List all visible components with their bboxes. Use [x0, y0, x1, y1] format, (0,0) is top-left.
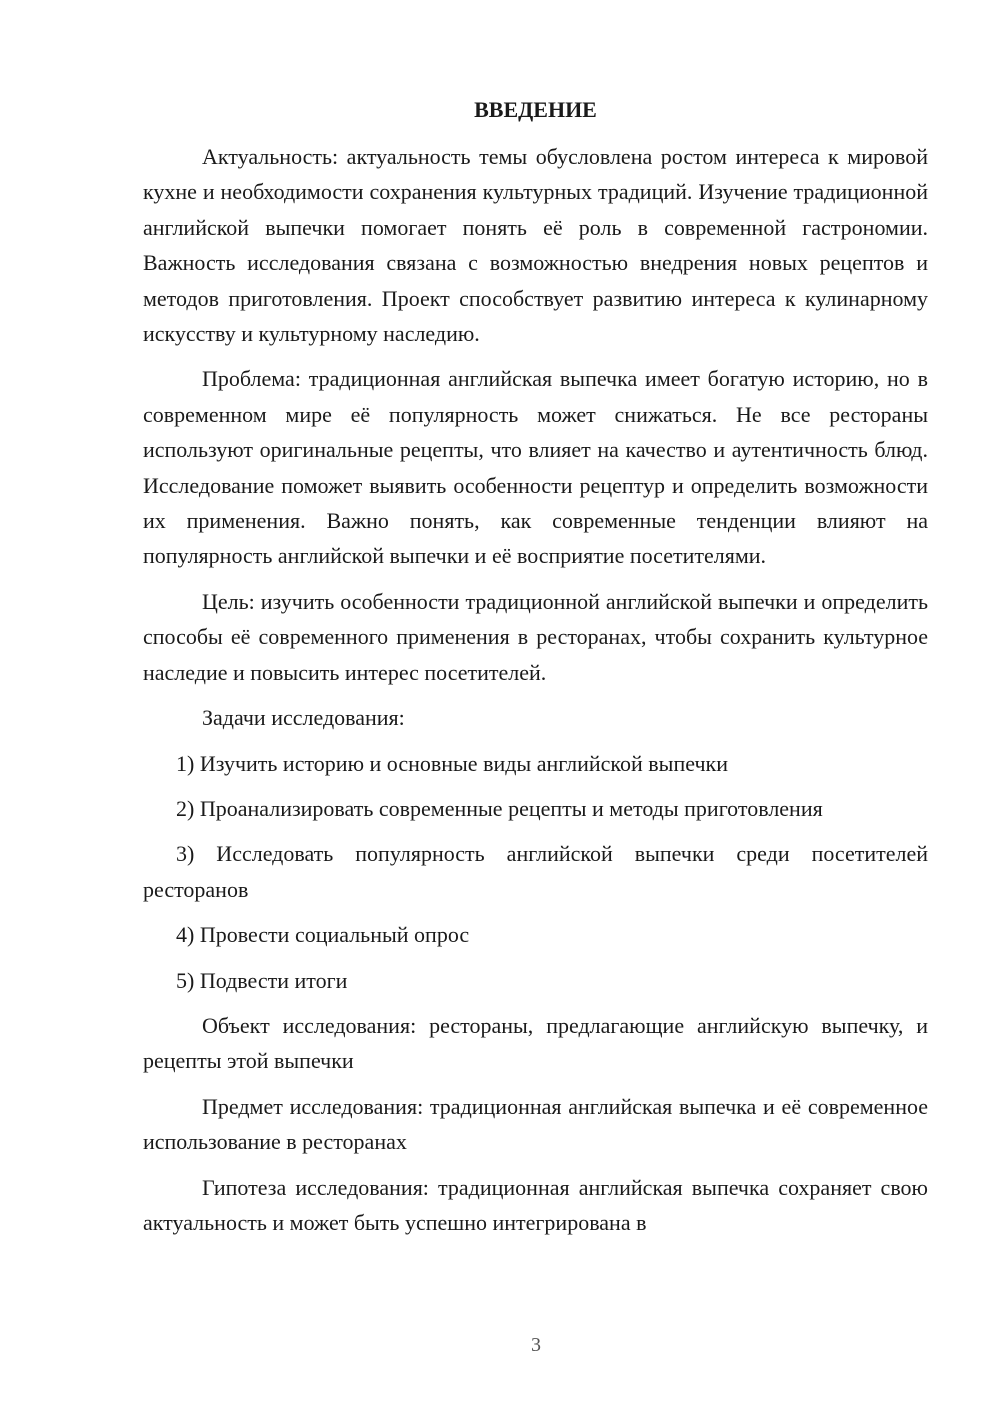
page-number: 3	[531, 1334, 541, 1356]
object-paragraph: Объект исследования: рестораны, предлагающие английскую выпечку, и рецепты этой выпечки	[143, 1012, 928, 1074]
task-item: 1) Изучить историю и основные виды английской выпечки	[176, 750, 728, 776]
task-item: 2) Проанализировать современные рецепты и методы приготовления	[176, 795, 823, 821]
relevance-paragraph: Актуальность: актуальность темы обусловлена ростом интереса к мировой кухне и необходимости сохранения культурных традиций. Изучение традиционной английской выпечки помогает понять её роль в современной гастрономии. Важность исследования связана с возможностью внедрения новых рецептов и методов приготовления. Проект способствует развитию интереса к кулинарному искусству и культурному наследию.	[143, 144, 928, 347]
task-item: 5) Подвести итоги	[176, 967, 348, 993]
page-content	[143, 95, 928, 1250]
problem-paragraph: Проблема: традиционная английская выпечка имеет богатую историю, но в современном мире её популярность может снижаться. Не все рестораны используют оригинальные рецепты, что влияет на качество и аутентичность блюд. Исследование поможет выявить особенности рецептур и определить возможности их применения. Важно понять, как современные тенденции влияют на популярность английской выпечки и её восприятие посетителями.	[143, 366, 928, 569]
hypothesis-paragraph: Гипотеза исследования: традиционная английская выпечка сохраняет свою актуальность и может быть успешно интегрирована в	[143, 1174, 928, 1235]
task-item: 4) Провести социальный опрос	[176, 922, 470, 948]
goal-paragraph: Цель: изучить особенности традиционной английской выпечки и определить способы её современного применения в ресторанах, чтобы сохранить культурное наследие и повысить интерес посетителей.	[143, 588, 928, 685]
section-heading: ВВЕДЕНИЕ	[474, 97, 597, 122]
subject-paragraph: Предмет исследования: традиционная английская выпечка и её современное использование в ресторанах	[143, 1093, 928, 1155]
task-item: 3) Исследовать популярность английской выпечки среди посетителей ресторанов	[143, 841, 928, 902]
tasks-title: Задачи исследования:	[202, 705, 405, 731]
